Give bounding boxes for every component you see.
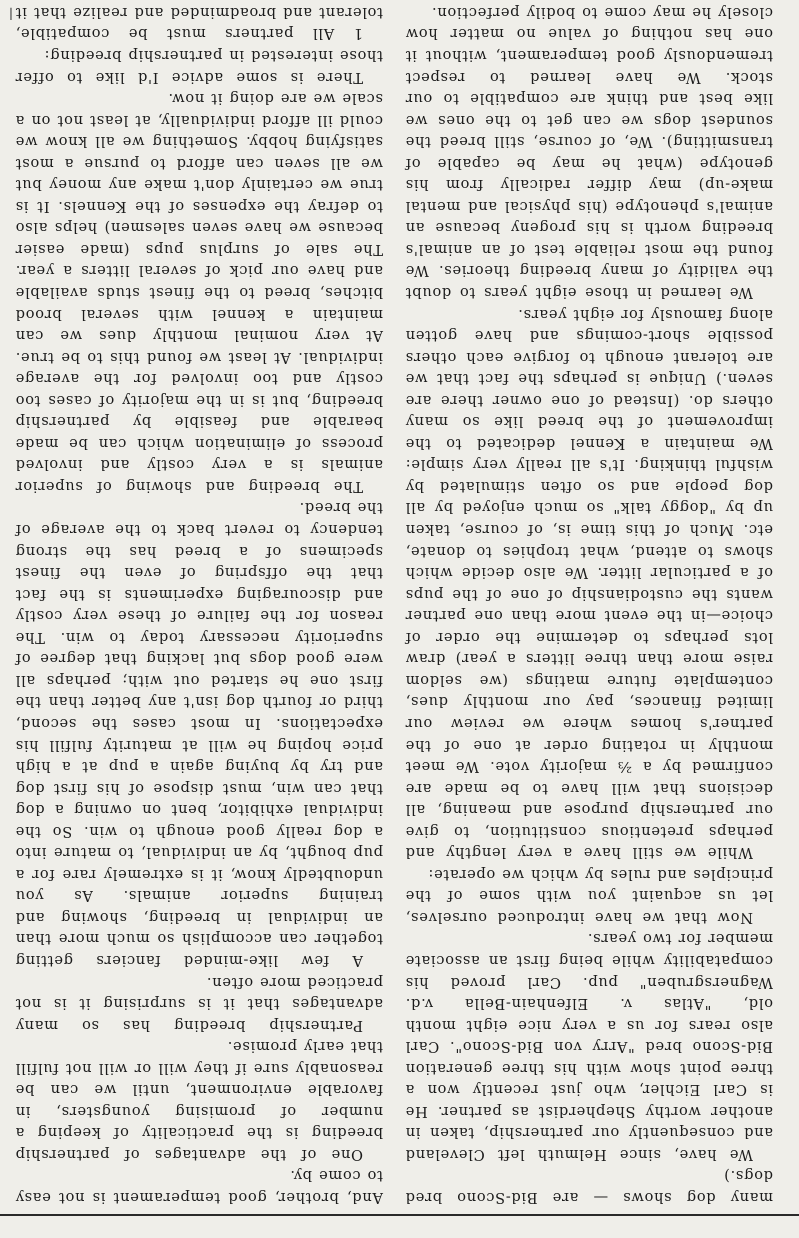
paragraph: And, brother, good temperament is not easy to come by. bbox=[15, 1167, 383, 1206]
paragraph: Partnership breeding has so many advantages that it is surprising it is not practiced more often. bbox=[15, 973, 383, 1034]
paragraph: The breeding and showing of superior animals is a very costly and involved process of elimination which can be made bearable and feasible by partnership breeding, but is in the majority of cases too costly and too involved for the average individual. At least we found this to be true. At very nominal monthly dues we can maintain a kennel with several brood bitches, breed to the finest studs available and have our pick of several litters a year. The sale of surplus pups (made easier because we have seven salesmen) helps also to defray the expenses of the Kennels. It is true we certainly don't make any money but we all seven can afford to pursue a most satisfying hobby. Something we all know we could ill afford individually, at least not on a scale we are doing it now. bbox=[15, 90, 383, 495]
paragraph: One of the advantages of partnership breeding is the practicality of keeping a number of promising youngsters, in favorable environment, until we can be reasonably sure if they will or will not fulfill that early promise. bbox=[15, 1038, 383, 1163]
paragraph: 1 All partners must be compatible, tolerant and broadminded and realize that it bbox=[15, 3, 383, 43]
paragraph: There is some advice I'd like to offer those interested in partnership breeding: bbox=[15, 47, 383, 86]
paragraph: We learned in those eight years to doubt the validity of many breeding theories. We found the most reliable test of an animal's breeding worth is his progeny because an animal's phenotype (his physical and mental make-up) may differ radically from his genotype (what he may be capable of transmitting). We, of course, still breed the soundest dogs we can get to the ones we like best and think are compatible to our stock. We have learned to respect tremendously good temperament, without it one has nothing of value no matter how closely he may come to bodily perfection. bbox=[405, 3, 773, 302]
margin-mark: | bbox=[8, 8, 13, 22]
paragraph: We have, since Helmuth left Cleveland and consequently our partnership, taken in another worthy Shepherdist as partner. He is Carl Eichler, who just recently won a three point show with his three generation Bid-Scono bred "Arry von Bid-Scono". Carl also rears for us a very nice eight month old, "Atlas v. Elfenhain-Bella v.d. Wagnersgruben" pup. Carl proved his compatability while being first an associate member for two years. bbox=[405, 930, 773, 1163]
paragraph: many dog shows — are Bid-Scono bred dogs.) bbox=[405, 1167, 773, 1206]
top-rule bbox=[0, 1214, 799, 1216]
paragraph: A few like-minded fanciers getting together can accomplish so much more than an individual in breeding, showing and training superior animals. As you undoubtedly know, it is extremely rare for a pup bought, by an individual, to mature into a dog really good enough to win. So the individual exhibitor, bent on owning a dog that can win, must dispose of his first dog and try by buying again a pup at a high price hoping he will at maturity fulfill his expectations. In most cases the second, third or fourth dog isn't any better than the first one he started out with; perhaps all were good dogs but lacking that degree of superiority necessary today to win. The reason for the failure of these very costly and discouraging experiments is the fact that the offspring of even the finest specimens of a breed has the strong tendency to revert back to the average of the breed. bbox=[15, 499, 383, 969]
left-column bbox=[405, 1, 773, 1208]
paragraph: Now that we have introduced ourselves, let us acquaint you with some of the principles and rules by which we operate: bbox=[405, 865, 773, 926]
paragraph: While we still have a very lengthy and perhaps pretentious constitution, to give our partnership purpose and meaning, all decisions that will have to be made are confirmed by a ⅔ majority vote. We meet monthly in rotating order at one of the partner's homes where we review our limited finances, pay our monthly dues, contemplate future matings (we seldom raise more than three litters a year) draw lots perhaps to determine the order of choice—in the event more than one partner wants the custodianship of one of the pups of a particular litter. We also decide which shows to attend, what trophies to donate, etc. Much of this time is, of course, taken up by "doggy talk" so much enjoyed by all dog people and so often stimulated by wishful thinking. It's all really very simple: We maintain a Kennel dedicated to the improvement of the breed like so many others do. (Instead of one owner there are seven.) Unique is perhaps the fact that we are tolerant enough to forgive each others possible short-comings and have gotten along famously for eight years. bbox=[405, 305, 773, 862]
right-column bbox=[15, 0, 383, 1208]
